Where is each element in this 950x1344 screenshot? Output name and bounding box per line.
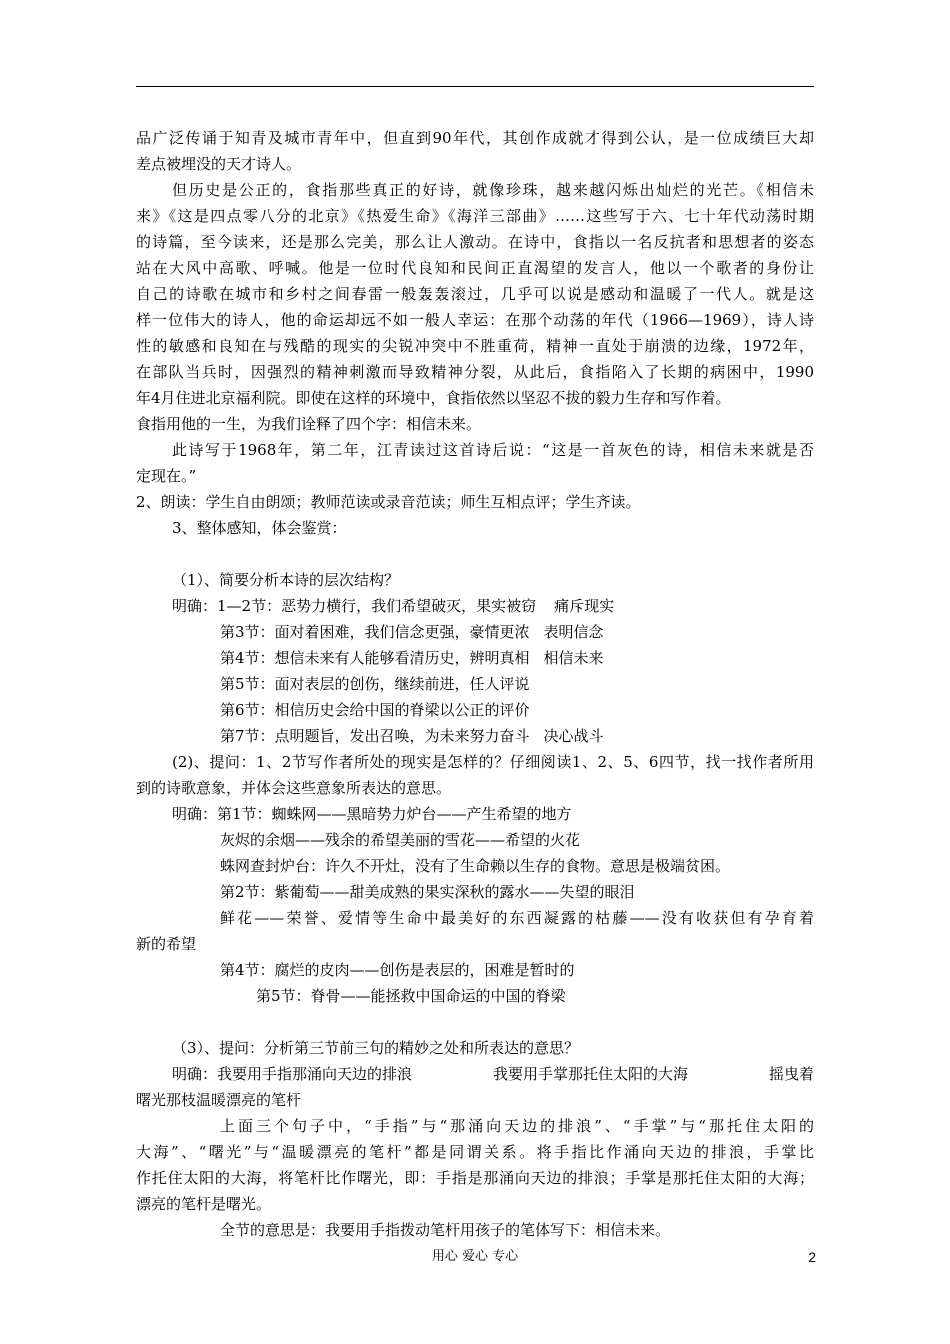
summary-line: 全节的意思是：我要用手指拨动笔杆用孩子的笔体写下：相信未来。 (220, 1221, 671, 1239)
answer-line: 第2节：紫葡萄——甜美成熟的果实深秋的露水——失望的眼泪 (220, 883, 635, 901)
answer-line: 蛛网查封炉台：许久不开灶，没有了生命赖以生存的食物。意思是极端贫困。 (220, 857, 731, 875)
answer-line: 灰烬的余烟——残余的希望美丽的雪花——希望的火花 (220, 831, 581, 849)
paragraph-line: 在部队当兵时，因强烈的精神刺激而导致精神分裂，从此后，食指陷入了长期的病困中，1990 (136, 363, 814, 381)
paragraph-line: 但历史是公正的，食指那些真正的好诗，就像珍珠，越来越闪烁出灿烂的光芒。《相信未 (172, 181, 814, 199)
paragraph-line: 自己的诗歌在城市和乡村之间春雷一般轰轰滚过，几乎可以说是感动和温暖了一代人。就是这 (136, 285, 814, 303)
question-heading: (2)、提问：1、2节写作者所处的现实是怎样的？仔细阅读1、2、5、6四节，找一找作者所用 (172, 753, 814, 771)
answer-line: 鲜花——荣誉、爱情等生命中最美好的东西凝露的枯藤——没有收获但有孕育着 (220, 909, 814, 927)
answer-tag: 相信未来 (543, 649, 604, 667)
paragraph-line: 此诗写于1968年，第二年，江青读过这首诗后说：“这是一首灰色的诗，相信未来就是否 (172, 441, 814, 459)
answer-line (172, 596, 614, 616)
answer-text: 明确：1—2节：恶势力横行，我们希望破灭，果实被窃 (172, 597, 537, 615)
explanation-line: 作托住太阳的大海，将笔杆比作曙光，即：手指是那涌向天边的排浪；手掌是那托住太阳的大海； (136, 1169, 814, 1187)
step-heading: 2、朗读：学生自由朗颂；教师范读或录音范读；师生互相点评；学生齐读。 (136, 493, 641, 511)
header-rule (136, 86, 814, 87)
answer-tag: 表明信念 (543, 623, 604, 641)
question-heading: （1）、简要分析本诗的层次结构？ (172, 571, 400, 589)
page-number: 2 (808, 1249, 816, 1265)
answer-line (172, 1064, 814, 1084)
explanation-line: 上面三个句子中，“手指”与“那涌向天边的排浪”、“手掌”与“那托住太阳的 (220, 1117, 814, 1135)
answer-segment: 明确：我要用手指那涌向天边的排浪 (172, 1065, 413, 1083)
paragraph-line: 的诗篇，至今读来，还是那么完美，那么让人激动。在诗中，食指以一名反抗者和思想者的姿态 (136, 233, 814, 251)
paragraph-line: 差点被埋没的天才诗人。 (136, 155, 302, 173)
answer-segment: 摇曳着 (768, 1065, 814, 1083)
answer-text: 第4节：想信未来有人能够看清历史，辨明真相 (220, 649, 530, 667)
answer-line: 新的希望 (136, 935, 197, 953)
explanation-line: 漂亮的笔杆是曙光。 (136, 1195, 272, 1213)
answer-line (220, 648, 604, 668)
paragraph-line: 站在大风中高歌、呼喊。他是一位时代良知和民间正直渴望的发言人，他以一个歌者的身份让 (136, 259, 814, 277)
answer-line: 第6节：相信历史会给中国的脊梁以公正的评价 (220, 701, 530, 719)
footer-text: 用心 爱心 专心 (431, 1249, 519, 1264)
paragraph-line: 定现在。” (136, 467, 197, 485)
paragraph-line: 性的敏感和良知在与残酷的现实的尖锐冲突中不胜重荷，精神一直处于崩溃的边缘，1972年， (136, 337, 814, 355)
answer-line: 曙光那枝温暖漂亮的笔杆 (136, 1091, 302, 1109)
answer-line (220, 622, 604, 642)
answer-line: 第5节：脊骨——能拯救中国命运的中国的脊梁 (256, 987, 566, 1005)
answer-tag: 痛斥现实 (554, 597, 615, 615)
paragraph-line: 品广泛传诵于知青及城市青年中，但直到90年代，其创作成就才得到公认，是一位成绩巨大却 (136, 129, 814, 147)
question-heading: 到的诗歌意象，并体会这些意象所表达的意思。 (136, 779, 452, 797)
answer-line: 第4节：腐烂的皮肉——创伤是表层的，困难是暂时的 (220, 961, 575, 979)
explanation-line: 大海”、“曙光”与“温暖漂亮的笔杆”都是同谓关系。将手指比作涌向天边的排浪，手掌比 (136, 1143, 814, 1161)
paragraph-line: 样一位伟大的诗人，他的命运却远不如一般人幸运：在那个动荡的年代（1966—1969），诗人诗 (136, 311, 814, 329)
answer-line: 明确：第1节：蜘蛛网——黑暗势力炉台——产生希望的地方 (172, 805, 572, 823)
step-heading: 3、整体感知，体会鉴赏： (172, 519, 347, 537)
answer-line: 第5节：面对表层的创伤，继续前进，任人评说 (220, 675, 530, 693)
answer-segment: 我要用手掌那托住太阳的大海 (492, 1065, 688, 1083)
answer-text: 第7节：点明题旨，发出召唤，为未来努力奋斗 (220, 727, 530, 745)
paragraph-line: 来》《这是四点零八分的北京》《热爱生命》《海洋三部曲》……这些写于六、七十年代动荡时期 (136, 207, 814, 225)
paragraph-line: 食指用他的一生，为我们诠释了四个字：相信未来。 (136, 415, 482, 433)
answer-line (220, 726, 604, 746)
answer-tag: 决心战斗 (543, 727, 604, 745)
paragraph-line: 年4月住进北京福利院。即使在这样的环境中，食指依然以坚忍不拔的毅力生存和写作着。 (136, 389, 731, 407)
question-heading: （3）、提问：分析第三节前三句的精妙之处和所表达的意思？ (172, 1039, 580, 1057)
answer-text: 第3节：面对着困难，我们信念更强，豪情更浓 (220, 623, 530, 641)
